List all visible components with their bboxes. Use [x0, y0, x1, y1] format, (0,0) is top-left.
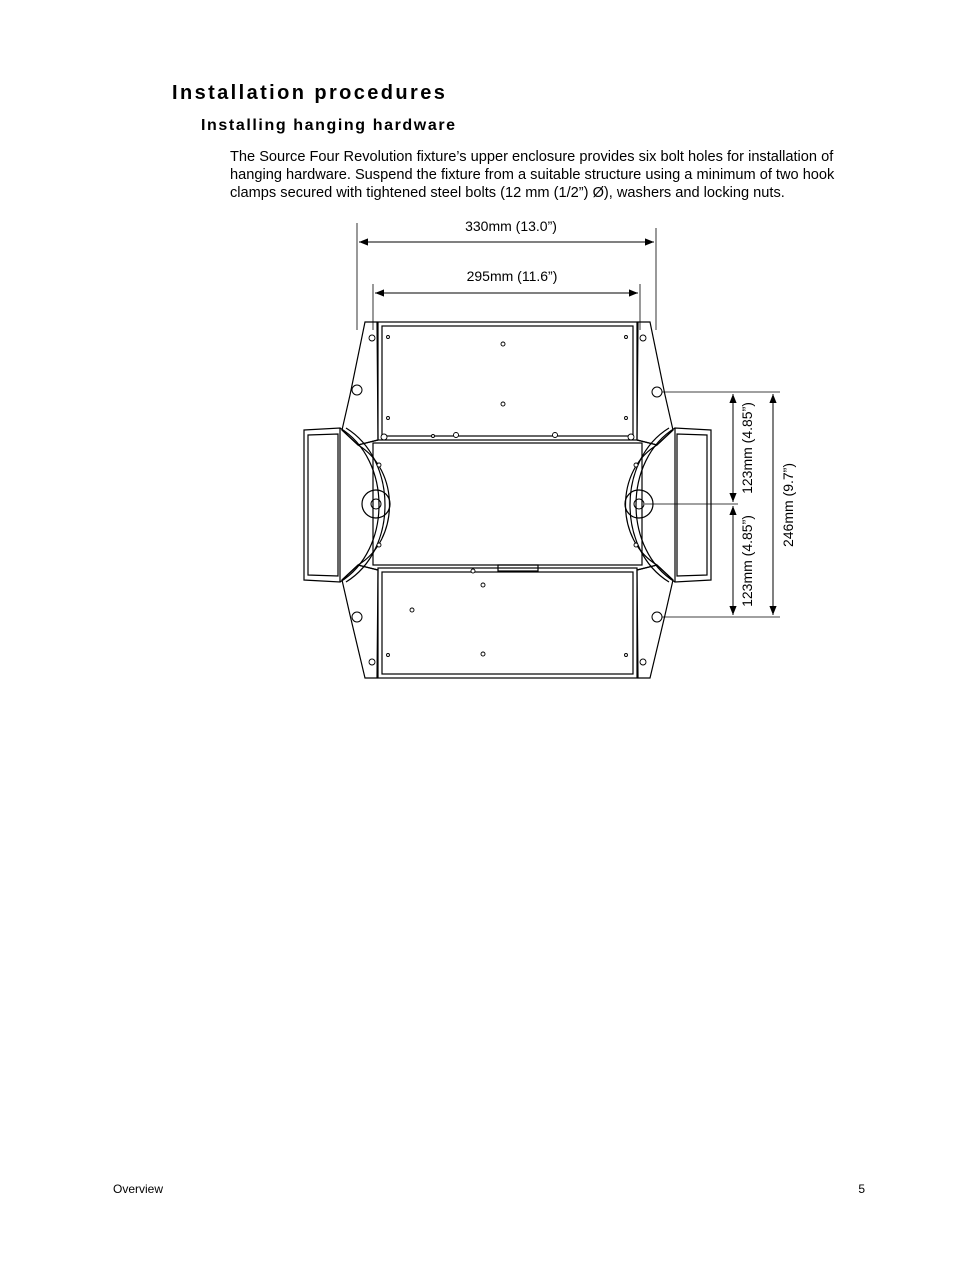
section-heading: Installation procedures: [172, 82, 448, 104]
dim-inner-width-label: 295mm (11.6”): [466, 268, 558, 284]
footer-section-name: Overview: [113, 1182, 164, 1196]
fixture-top-view: [304, 322, 711, 678]
screws-and-details: [369, 335, 646, 665]
bolt-holes: [352, 385, 662, 622]
instruction-paragraph: The Source Four Revolution fixture’s upper enclosure provides six bolt holes for installation of hanging hardware. Suspend the fixture from a suitable structure using a minimum of two hook clamps secured with tightened steel bolts (12 mm (1/2”) Ø), washers and locking nuts.: [230, 149, 835, 201]
dim-overall-width-label: 330mm (13.0”): [465, 218, 557, 234]
dim-total-height-label: 246mm (9.7”): [780, 462, 796, 548]
dim-upper-half-label: 123mm (4.85”): [739, 402, 755, 494]
fixture-dimension-diagram: [295, 215, 810, 685]
dimension-height: [645, 392, 796, 617]
dim-lower-half-label: 123mm (4.85”): [739, 515, 755, 607]
footer-page-number: 5: [858, 1182, 865, 1196]
dimension-inner-width: [373, 268, 640, 330]
subsection-heading: Installing hanging hardware: [201, 117, 457, 134]
